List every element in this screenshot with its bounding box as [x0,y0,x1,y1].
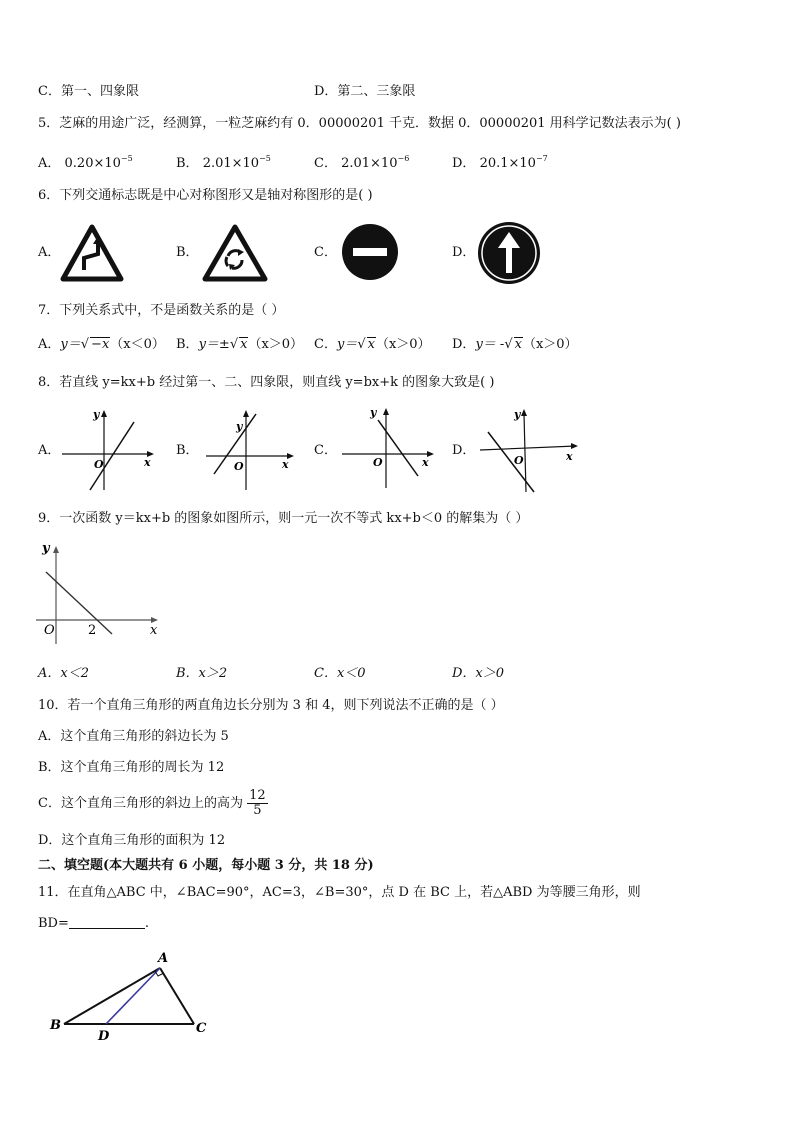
q5-stem: 5．芝麻的用途广泛，经测算，一粒芝麻约有 0．00000201 千克．数据 0．00000201 用科学记数法表示为( ) [38,116,681,131]
q11-label-d: D [98,1029,110,1044]
q9-stem: 9．一次函数 y＝kx+b 的图象如图所示，则一元一次不等式 kx+b＜0 的解集为（ ） [38,511,529,526]
q5-option-c: C． $2.01\times 10^{-6}$ [314,154,410,171]
q8-label-a: A． [38,443,61,458]
q8-label-b: B． [176,443,199,458]
q8-graph-c [340,404,440,490]
q9-option-c: C．x＜0 [314,666,366,681]
q7-option-c: C．y＝√ x（x＞0） [314,337,431,352]
q6-label-d: D． [452,245,476,260]
q8-c-x-label: x [422,456,429,469]
q9-y-label: y [42,541,50,556]
q6-label-a: A． [38,245,61,260]
q4-option-c: C．第一、四象限 [38,84,139,99]
fraction-12-5: $\frac{12}{5}$ [249,788,266,818]
q8-c-origin-label: O [373,456,383,469]
q10-option-d: D．这个直角三角形的面积为 12 [38,833,226,848]
q8-stem: 8．若直线 y=kx+b 经过第一、二、四象限，则直线 y=bx+k 的图象大致是( ) [38,375,495,390]
q8-d-x-label: x [566,450,573,463]
q8-d-origin-label: O [514,454,524,467]
q8-graph-d [478,404,584,494]
q11-label-b: B [50,1018,61,1033]
q8-a-origin-label: O [94,458,104,471]
q10-option-c: C．这个直角三角形的斜边上的高为 $\frac{12}{5}$ [38,788,266,818]
q8-b-origin-label: O [234,460,244,473]
q8-graph-a [60,406,160,492]
q9-two-label: 2 [88,623,97,638]
q7-stem: 7．下列关系式中，不是函数关系的是（ ） [38,303,285,318]
q8-a-x-label: x [144,456,151,469]
section-2-title: 二、填空题(本大题共有 6 小题，每小题 3 分，共 18 分) [38,858,374,873]
q7-option-d: D．y＝ -√ x（x＞0） [452,337,578,352]
q11-answer-blank [69,916,145,929]
q8-b-y-label: y [236,420,243,433]
q11-label-c: C [196,1021,207,1036]
zigzag-road-sign-icon [60,224,124,282]
q7-option-b: B．y＝±√ x（x＞0） [176,337,304,352]
q6-label-c: C． [314,245,337,260]
q8-graph-b [204,406,300,492]
q10-stem: 10．若一个直角三角形的两直角边长分别为 3 和 4，则下列说法不正确的是（ ） [38,698,504,713]
q7-option-a: A．y＝√ −x（x＜0） [38,337,165,352]
q9-option-d: D．x＞0 [452,666,505,681]
q11-stem: 11．在直角△ABC 中，∠BAC=90°，AC=3，∠B=30°，点 D 在 BC 上，若△ABD 为等腰三角形，则 [38,885,641,900]
straight-ahead-sign-icon [476,220,542,286]
q4-option-d: D．第二、三象限 [314,84,416,99]
q9-x-label: x [150,623,158,638]
q11-label-a: A [158,951,169,966]
q6-stem: 6．下列交通标志既是中心对称图形又是轴对称图形的是( ) [38,188,373,203]
q9-linear-function-graph [34,536,164,646]
q10-option-b: B．这个直角三角形的周长为 12 [38,760,225,775]
q11-triangle-figure [44,946,220,1046]
q8-d-y-label: y [514,408,521,421]
q8-c-y-label: y [370,406,377,419]
q6-label-b: B． [176,245,199,260]
q9-origin-label: O [44,623,55,638]
q9-option-a: A．x＜2 [38,666,89,681]
roundabout-sign-icon [202,224,268,282]
q8-label-d: D． [452,443,476,458]
q5-option-b: B． $2.01\times 10^{-5}$ [176,154,271,171]
no-entry-sign-icon [340,222,400,282]
q11-answer-line: BD= . [38,916,150,931]
q8-b-x-label: x [282,458,289,471]
q8-label-c: C． [314,443,337,458]
q8-a-y-label: y [93,408,100,421]
q9-option-b: B．x＞2 [176,666,228,681]
q5-option-d: D． $20.1\times 10^{-7}$ [452,154,548,171]
q10-option-a: A．这个直角三角形的斜边长为 5 [38,729,229,744]
q5-option-a: A． $0.20\times 10^{-5}$ [38,154,133,171]
